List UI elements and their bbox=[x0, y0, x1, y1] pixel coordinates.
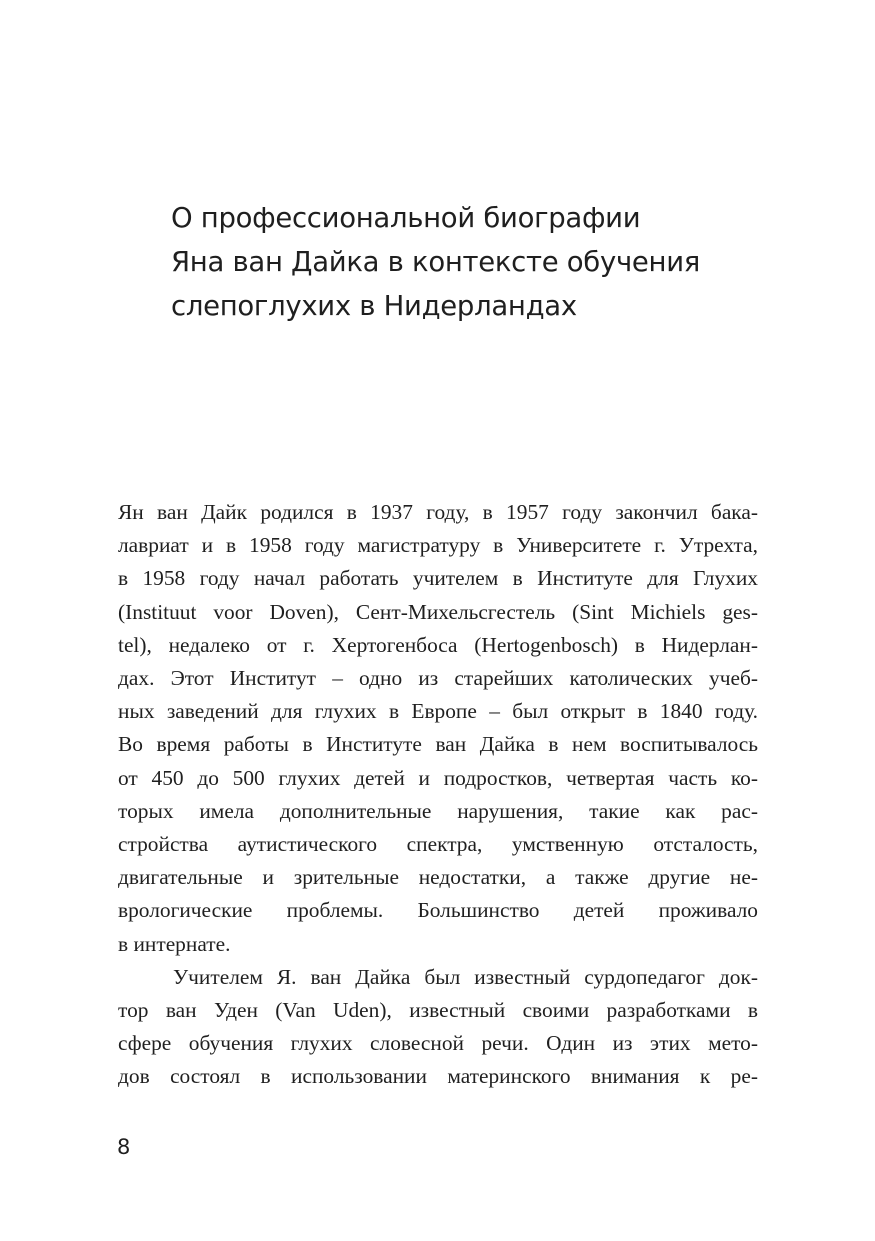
text-line: (Instituut voor Doven), Сент-Михельсгестель (Sint Michiels ges- bbox=[118, 599, 758, 624]
text-line: Учителем Я. ван Дайка был известный сурдопедагог док- bbox=[173, 964, 758, 989]
chapter-title-line: слепоглухих в Нидерландах bbox=[171, 290, 577, 322]
page-number: 8 bbox=[117, 1135, 131, 1159]
text-line: двигательные и зрительные недостатки, а также другие не- bbox=[118, 865, 758, 890]
text-line: в интернате. bbox=[118, 931, 231, 956]
text-line: tel), недалеко от г. Хертогенбоса (Hertogenbosch) в Нидерлан- bbox=[118, 632, 758, 657]
text-line: дов состоял в использовании материнского внимания к ре- bbox=[118, 1064, 758, 1089]
text-line: стройства аутистического спектра, умственную отсталость, bbox=[118, 832, 758, 857]
chapter-title-line: Яна ван Дайка в контексте обучения bbox=[171, 246, 701, 278]
text-line: Ян ван Дайк родился в 1937 году, в 1957 году закончил бака- bbox=[118, 500, 758, 524]
text-line: тор ван Уден (Van Uden), известный своими разработками в bbox=[118, 998, 758, 1023]
paragraph-2 bbox=[118, 961, 758, 1094]
text-line: врологические проблемы. Большинство детей проживало bbox=[118, 898, 758, 923]
text-line: ных заведений для глухих в Европе – был открыт в 1840 году. bbox=[118, 699, 758, 724]
text-line: лавриат и в 1958 году магистратуру в Университете г. Утрехта, bbox=[118, 533, 758, 558]
text-line: торых имела дополнительные нарушения, такие как рас- bbox=[118, 798, 758, 823]
chapter-title bbox=[171, 196, 811, 328]
text-line: в 1958 году начал работать учителем в Институте для Глухих bbox=[118, 566, 758, 591]
text-line: сфере обучения глухих словесной речи. Один из этих мето- bbox=[118, 1031, 758, 1056]
body-text bbox=[118, 496, 758, 1094]
paragraph-1 bbox=[118, 496, 758, 961]
text-line: Во время работы в Институте ван Дайка в нем воспитывалось bbox=[118, 732, 758, 757]
text-line: дах. Этот Институт – одно из старейших католических учеб- bbox=[118, 666, 758, 691]
chapter-title-line: О профессиональной биографии bbox=[171, 202, 641, 234]
text-line: от 450 до 500 глухих детей и подростков, четвертая часть ко- bbox=[118, 765, 758, 790]
